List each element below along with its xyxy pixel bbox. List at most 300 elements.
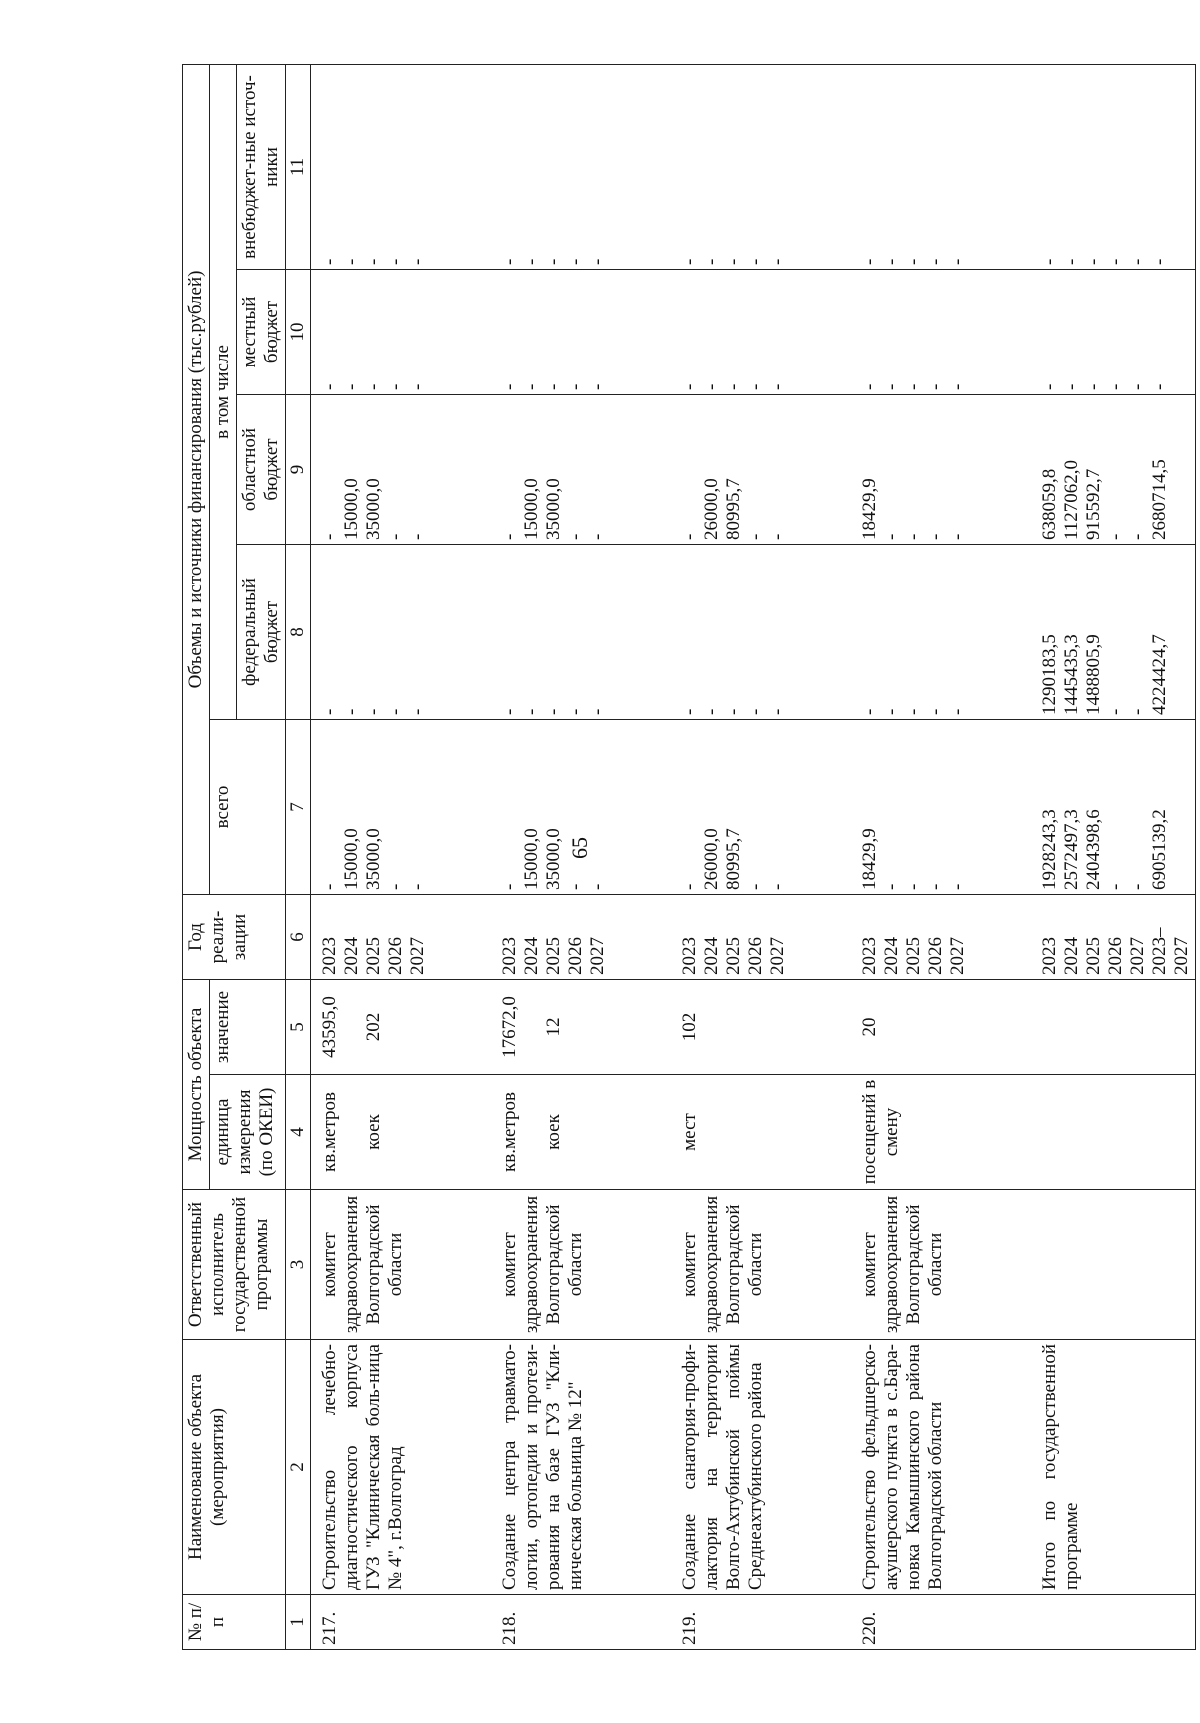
capacity-unit-text: посещений в смену bbox=[859, 1079, 902, 1185]
extra-amounts bbox=[497, 64, 611, 269]
summary-extra bbox=[1037, 64, 1196, 269]
spacer-cell bbox=[791, 1190, 857, 1340]
column-number: 7 bbox=[286, 720, 311, 895]
summary-label: Итого по государственной программе bbox=[1037, 1340, 1196, 1595]
table-row bbox=[677, 64, 791, 1649]
header-responsible: Ответственный исполнитель государственной программы bbox=[183, 1190, 286, 1340]
header-unit: единица измерения (по ОКЕИ) bbox=[210, 1075, 286, 1190]
column-number: 10 bbox=[286, 270, 311, 395]
capacity-unit-text: мест bbox=[679, 1113, 700, 1151]
summary-regional-value: - bbox=[1127, 533, 1148, 540]
year-list-value: 2027 bbox=[587, 937, 608, 975]
table-body bbox=[311, 64, 1196, 1649]
federal-amounts-value: - bbox=[925, 708, 946, 715]
regional-amounts-value: 80995,7 bbox=[723, 478, 744, 540]
extra-amounts-value: - bbox=[363, 258, 384, 265]
extra-amounts bbox=[677, 64, 791, 269]
extra-amounts-value: - bbox=[319, 258, 340, 265]
regional-amounts-value: - bbox=[679, 533, 700, 540]
header-year: Год реали-зации bbox=[183, 895, 286, 980]
summary-local-value: - bbox=[1105, 383, 1126, 390]
total-amounts bbox=[677, 720, 791, 895]
summary-local bbox=[1037, 270, 1196, 395]
local-amounts-value: - bbox=[881, 383, 902, 390]
regional-amounts bbox=[311, 395, 432, 545]
total-amounts-value: - bbox=[407, 883, 428, 890]
spacer-cell bbox=[611, 270, 677, 395]
extra-amounts-value: - bbox=[521, 258, 542, 265]
row-number: 219. bbox=[677, 1595, 791, 1650]
rotated-page bbox=[182, 65, 1192, 1650]
regional-amounts-value: 35000,0 bbox=[543, 478, 564, 540]
year-list-value: 2026 bbox=[925, 937, 946, 975]
summary-years bbox=[1037, 895, 1196, 980]
regional-amounts-value: - bbox=[947, 533, 968, 540]
regional-amounts-value: - bbox=[319, 533, 340, 540]
capacity-value bbox=[497, 980, 611, 1075]
year-list-value: 2023 bbox=[319, 937, 340, 975]
year-list bbox=[677, 895, 791, 980]
year-list-value: 2025 bbox=[903, 937, 924, 975]
spacer-cell bbox=[971, 980, 1037, 1075]
local-amounts-value: - bbox=[859, 383, 880, 390]
local-amounts-value: - bbox=[947, 383, 968, 390]
spacer-cell bbox=[431, 1340, 497, 1595]
total-amounts bbox=[857, 720, 971, 895]
local-amounts bbox=[857, 270, 971, 395]
summary-federal-value: - bbox=[1105, 708, 1126, 715]
column-number: 9 bbox=[286, 395, 311, 545]
total-amounts-value: - bbox=[565, 883, 586, 890]
spacer-cell bbox=[431, 1595, 497, 1650]
regional-amounts-value: - bbox=[925, 533, 946, 540]
spacer-cell bbox=[971, 395, 1037, 545]
federal-amounts-value: - bbox=[521, 708, 542, 715]
row-spacer bbox=[791, 64, 857, 1649]
total-amounts-value: 26000,0 bbox=[701, 828, 722, 890]
federal-amounts-value: - bbox=[363, 708, 384, 715]
spacer-cell bbox=[611, 1595, 677, 1650]
row-spacer bbox=[971, 64, 1037, 1649]
summary-years-value: 2025 bbox=[1083, 937, 1104, 975]
summary-local-value: - bbox=[1039, 383, 1060, 390]
summary-extra-value: - bbox=[1105, 258, 1126, 265]
column-number: 3 bbox=[286, 1190, 311, 1340]
summary-num bbox=[1037, 1595, 1196, 1650]
summary-years-value: 2024 bbox=[1061, 937, 1082, 975]
local-amounts-value: - bbox=[723, 383, 744, 390]
spacer-cell bbox=[431, 980, 497, 1075]
local-amounts-value: - bbox=[701, 383, 722, 390]
summary-total bbox=[1037, 720, 1196, 895]
summary-responsible bbox=[1037, 1190, 1196, 1340]
spacer-cell bbox=[431, 395, 497, 545]
spacer-cell bbox=[791, 1340, 857, 1595]
year-list-value: 2027 bbox=[407, 937, 428, 975]
extra-amounts-value: - bbox=[499, 258, 520, 265]
federal-amounts-value: - bbox=[903, 708, 924, 715]
total-amounts-value: 35000,0 bbox=[363, 828, 384, 890]
summary-regional-value: 1127062,0 bbox=[1061, 459, 1082, 540]
local-amounts-value: - bbox=[903, 383, 924, 390]
extra-amounts-value: - bbox=[679, 258, 700, 265]
summary-regional-value: 2680714,5 bbox=[1149, 459, 1170, 540]
total-amounts-value: - bbox=[745, 883, 766, 890]
year-list-value: 2024 bbox=[701, 937, 722, 975]
extra-amounts-value: - bbox=[881, 258, 902, 265]
spacer-cell bbox=[431, 270, 497, 395]
header-total: всего bbox=[210, 720, 286, 895]
summary-local-value: - bbox=[1149, 383, 1170, 390]
total-amounts-value: - bbox=[319, 883, 340, 890]
federal-amounts bbox=[311, 545, 432, 720]
total-amounts-value: - bbox=[881, 883, 902, 890]
total-amounts-value: 15000,0 bbox=[341, 828, 362, 890]
spacer-cell bbox=[611, 1075, 677, 1190]
capacity-unit bbox=[311, 1075, 432, 1190]
year-list-value: 2025 bbox=[543, 937, 564, 975]
summary-federal-value: 1445435,3 bbox=[1061, 634, 1082, 715]
header-extra: внебюджет-ные источ-ники bbox=[237, 64, 286, 269]
year-list-value: 2023 bbox=[679, 937, 700, 975]
object-name: Строительство лечебно-диагностического корпуса ГУЗ "Клиническая боль-ница № 4", г.Волгоград bbox=[311, 1340, 432, 1595]
spacer-cell bbox=[611, 980, 677, 1075]
total-amounts-value: - bbox=[925, 883, 946, 890]
local-amounts-value: - bbox=[543, 383, 564, 390]
federal-amounts-value: - bbox=[701, 708, 722, 715]
extra-amounts-value: - bbox=[723, 258, 744, 265]
summary-regional-value: - bbox=[1105, 533, 1126, 540]
total-amounts-value: - bbox=[903, 883, 924, 890]
spacer-cell bbox=[791, 720, 857, 895]
local-amounts-value: - bbox=[925, 383, 946, 390]
total-amounts-value: - bbox=[947, 883, 968, 890]
year-list-value: 2026 bbox=[385, 937, 406, 975]
spacer-cell bbox=[611, 395, 677, 545]
spacer-cell bbox=[431, 720, 497, 895]
capacity-value-text: 43595,0 bbox=[319, 996, 340, 1058]
summary-total-value: - bbox=[1105, 883, 1126, 890]
header-regional: областной бюджет bbox=[237, 395, 286, 545]
summary-years-value: 2023–2027 bbox=[1149, 927, 1192, 975]
federal-amounts bbox=[497, 545, 611, 720]
header-value: значение bbox=[210, 980, 286, 1075]
capacity-value-text: 12 bbox=[543, 1017, 564, 1037]
year-list-value: 2024 bbox=[341, 937, 362, 975]
regional-amounts-value: - bbox=[745, 533, 766, 540]
summary-regional-value: 638059,8 bbox=[1039, 468, 1060, 540]
summary-federal-value: 1290183,5 bbox=[1039, 634, 1060, 715]
spacer-cell bbox=[791, 270, 857, 395]
extra-amounts-value: - bbox=[925, 258, 946, 265]
capacity-value-text: 202 bbox=[363, 1012, 384, 1042]
header-num: № п/п bbox=[183, 1595, 286, 1650]
federal-amounts-value: - bbox=[881, 708, 902, 715]
spacer-cell bbox=[791, 1075, 857, 1190]
regional-amounts bbox=[857, 395, 971, 545]
extra-amounts-value: - bbox=[565, 258, 586, 265]
spacer-cell bbox=[431, 64, 497, 269]
total-amounts bbox=[311, 720, 432, 895]
local-amounts-value: - bbox=[587, 383, 608, 390]
column-number: 8 bbox=[286, 545, 311, 720]
spacer-cell bbox=[611, 1340, 677, 1595]
year-list-value: 2025 bbox=[363, 937, 384, 975]
summary-total-value: 2572497,3 bbox=[1061, 809, 1082, 890]
federal-amounts-value: - bbox=[679, 708, 700, 715]
summary-total-value: 1928243,3 bbox=[1039, 809, 1060, 890]
spacer-cell bbox=[611, 1190, 677, 1340]
total-amounts-value: - bbox=[679, 883, 700, 890]
federal-amounts-value: - bbox=[587, 708, 608, 715]
spacer-cell bbox=[791, 545, 857, 720]
year-list-value: 2027 bbox=[767, 937, 788, 975]
total-amounts bbox=[497, 720, 611, 895]
row-number: 218. bbox=[497, 1595, 611, 1650]
summary-federal-value: 1488805,9 bbox=[1083, 634, 1104, 715]
table-row bbox=[311, 64, 432, 1649]
page-number: 65 bbox=[567, 837, 592, 859]
capacity-value bbox=[677, 980, 791, 1075]
capacity-unit bbox=[677, 1075, 791, 1190]
capacity-value-text: 102 bbox=[679, 1012, 700, 1042]
spacer-cell bbox=[791, 895, 857, 980]
extra-amounts-value: - bbox=[587, 258, 608, 265]
regional-amounts-value: - bbox=[407, 533, 428, 540]
summary-regional bbox=[1037, 395, 1196, 545]
spacer-cell bbox=[791, 980, 857, 1075]
responsible-executor: комитет здравоохранения Волгоградской области bbox=[677, 1190, 791, 1340]
capacity-value bbox=[857, 980, 971, 1075]
summary-federal-value: - bbox=[1127, 708, 1148, 715]
federal-amounts-value: - bbox=[341, 708, 362, 715]
column-number: 11 bbox=[286, 64, 311, 269]
summary-regional-value: 915592,7 bbox=[1083, 468, 1104, 540]
row-number: 220. bbox=[857, 1595, 971, 1650]
financing-table bbox=[182, 64, 1196, 1650]
year-list-value: 2026 bbox=[565, 937, 586, 975]
regional-amounts-value: - bbox=[767, 533, 788, 540]
capacity-unit-text: коек bbox=[363, 1114, 384, 1150]
capacity-unit bbox=[497, 1075, 611, 1190]
extra-amounts-value: - bbox=[701, 258, 722, 265]
column-number: 5 bbox=[286, 980, 311, 1075]
spacer-cell bbox=[971, 1190, 1037, 1340]
capacity-value-text: 20 bbox=[859, 1017, 880, 1037]
column-number: 4 bbox=[286, 1075, 311, 1190]
spacer-cell bbox=[971, 720, 1037, 895]
spacer-cell bbox=[971, 895, 1037, 980]
regional-amounts-value: 35000,0 bbox=[363, 478, 384, 540]
extra-amounts-value: - bbox=[407, 258, 428, 265]
federal-amounts-value: - bbox=[543, 708, 564, 715]
total-amounts-value: - bbox=[767, 883, 788, 890]
total-amounts-value: 15000,0 bbox=[521, 828, 542, 890]
table-row bbox=[497, 64, 611, 1649]
spacer-cell bbox=[971, 1340, 1037, 1595]
spacer-cell bbox=[791, 1595, 857, 1650]
regional-amounts-value: - bbox=[385, 533, 406, 540]
local-amounts-value: - bbox=[407, 383, 428, 390]
responsible-executor: комитет здравоохранения Волгоградской области bbox=[857, 1190, 971, 1340]
spacer-cell bbox=[971, 270, 1037, 395]
spacer-cell bbox=[431, 545, 497, 720]
capacity-unit-text: кв.метров bbox=[499, 1092, 520, 1172]
capacity-value-text: 17672,0 bbox=[499, 996, 520, 1058]
spacer-cell bbox=[611, 720, 677, 895]
year-list-value: 2024 bbox=[521, 937, 542, 975]
extra-amounts-value: - bbox=[947, 258, 968, 265]
federal-amounts-value: - bbox=[319, 708, 340, 715]
local-amounts-value: - bbox=[319, 383, 340, 390]
summary-row bbox=[1037, 64, 1196, 1649]
regional-amounts bbox=[677, 395, 791, 545]
federal-amounts-value: - bbox=[385, 708, 406, 715]
spacer-cell bbox=[971, 545, 1037, 720]
regional-amounts bbox=[497, 395, 611, 545]
column-number: 1 bbox=[286, 1595, 311, 1650]
summary-federal bbox=[1037, 545, 1196, 720]
object-name: Строительство фельдшерско-акушерского пункта в с.Бара-новка Камышинского района Волгоградской области bbox=[857, 1340, 971, 1595]
local-amounts-value: - bbox=[679, 383, 700, 390]
regional-amounts-value: - bbox=[565, 533, 586, 540]
spacer-cell bbox=[971, 1075, 1037, 1190]
regional-amounts-value: 18429,9 bbox=[859, 478, 880, 540]
federal-amounts-value: - bbox=[407, 708, 428, 715]
extra-amounts-value: - bbox=[341, 258, 362, 265]
spacer-cell bbox=[971, 1595, 1037, 1650]
local-amounts-value: - bbox=[499, 383, 520, 390]
extra-amounts-value: - bbox=[543, 258, 564, 265]
local-amounts bbox=[311, 270, 432, 395]
summary-federal-value: 4224424,7 bbox=[1149, 634, 1170, 715]
regional-amounts-value: - bbox=[499, 533, 520, 540]
header-funding: Объемы и источники финансирования (тыс.рублей) bbox=[183, 64, 210, 894]
year-list-value: 2024 bbox=[881, 937, 902, 975]
capacity-unit bbox=[857, 1075, 971, 1190]
regional-amounts-value: - bbox=[903, 533, 924, 540]
extra-amounts-value: - bbox=[903, 258, 924, 265]
total-amounts-value: 80995,7 bbox=[723, 828, 744, 890]
spacer-cell bbox=[791, 64, 857, 269]
federal-amounts-value: - bbox=[859, 708, 880, 715]
summary-extra-value: - bbox=[1039, 258, 1060, 265]
extra-amounts bbox=[311, 64, 432, 269]
summary-local-value: - bbox=[1061, 383, 1082, 390]
total-amounts-value: 18429,9 bbox=[859, 828, 880, 890]
federal-amounts-value: - bbox=[499, 708, 520, 715]
total-amounts-value: - bbox=[385, 883, 406, 890]
row-spacer bbox=[611, 64, 677, 1649]
spacer-cell bbox=[431, 1190, 497, 1340]
spacer-cell bbox=[791, 395, 857, 545]
responsible-executor: комитет здравоохранения Волгоградской области bbox=[311, 1190, 432, 1340]
summary-total-value: - bbox=[1127, 883, 1148, 890]
summary-years-value: 2023 bbox=[1039, 937, 1060, 975]
spacer-cell bbox=[971, 64, 1037, 269]
regional-amounts-value: 15000,0 bbox=[521, 478, 542, 540]
federal-amounts bbox=[857, 545, 971, 720]
local-amounts-value: - bbox=[565, 383, 586, 390]
year-list bbox=[497, 895, 611, 980]
summary-years-value: 2027 bbox=[1127, 937, 1148, 975]
header-capacity: Мощность объекта bbox=[183, 980, 210, 1190]
year-list-value: 2027 bbox=[947, 937, 968, 975]
local-amounts bbox=[677, 270, 791, 395]
local-amounts bbox=[497, 270, 611, 395]
local-amounts-value: - bbox=[767, 383, 788, 390]
regional-amounts-value: - bbox=[881, 533, 902, 540]
extra-amounts-value: - bbox=[745, 258, 766, 265]
header-name: Наименование объекта (мероприятия) bbox=[183, 1340, 286, 1595]
year-list-value: 2025 bbox=[723, 937, 744, 975]
local-amounts-value: - bbox=[385, 383, 406, 390]
federal-amounts-value: - bbox=[767, 708, 788, 715]
responsible-executor: комитет здравоохранения Волгоградской области bbox=[497, 1190, 611, 1340]
summary-local-value: - bbox=[1127, 383, 1148, 390]
year-list bbox=[857, 895, 971, 980]
summary-total-value: 6905139,2 bbox=[1149, 809, 1170, 890]
summary-extra-value: - bbox=[1061, 258, 1082, 265]
local-amounts-value: - bbox=[363, 383, 384, 390]
federal-amounts-value: - bbox=[947, 708, 968, 715]
local-amounts-value: - bbox=[745, 383, 766, 390]
summary-local-value: - bbox=[1083, 383, 1104, 390]
spacer-cell bbox=[611, 895, 677, 980]
summary-total-value: 2404398,6 bbox=[1083, 809, 1104, 890]
year-list bbox=[311, 895, 432, 980]
summary-value bbox=[1037, 980, 1196, 1075]
object-name: Создание центра травмато-логии, ортопедии и протези-рования на базе ГУЗ "Кли-ническая больница № 12" bbox=[497, 1340, 611, 1595]
summary-extra-value: - bbox=[1149, 258, 1170, 265]
capacity-unit-text: кв.метров bbox=[319, 1092, 340, 1172]
object-name: Создание санатория-профи-лактория на территории Волго-Ахтубинской поймы Среднеахтубинского района bbox=[677, 1340, 791, 1595]
spacer-cell bbox=[431, 1075, 497, 1190]
local-amounts-value: - bbox=[521, 383, 542, 390]
local-amounts-value: - bbox=[341, 383, 362, 390]
regional-amounts-value: - bbox=[587, 533, 608, 540]
regional-amounts-value: 26000,0 bbox=[701, 478, 722, 540]
header-including: в том числе bbox=[210, 64, 237, 719]
column-number: 6 bbox=[286, 895, 311, 980]
summary-extra-value: - bbox=[1083, 258, 1104, 265]
column-number: 2 bbox=[286, 1340, 311, 1595]
total-amounts-value: 35000,0 bbox=[543, 828, 564, 890]
capacity-unit-text: коек bbox=[543, 1114, 564, 1150]
federal-amounts bbox=[677, 545, 791, 720]
capacity-value bbox=[311, 980, 432, 1075]
summary-unit bbox=[1037, 1075, 1196, 1190]
summary-years-value: 2026 bbox=[1105, 937, 1126, 975]
extra-amounts-value: - bbox=[767, 258, 788, 265]
column-numbers-row bbox=[286, 64, 311, 1649]
spacer-cell bbox=[611, 545, 677, 720]
year-list-value: 2026 bbox=[745, 937, 766, 975]
total-amounts-value: - bbox=[587, 883, 608, 890]
spacer-cell bbox=[611, 64, 677, 269]
extra-amounts-value: - bbox=[859, 258, 880, 265]
spacer-cell bbox=[431, 895, 497, 980]
extra-amounts bbox=[857, 64, 971, 269]
table-row bbox=[857, 64, 971, 1649]
year-list-value: 2023 bbox=[859, 937, 880, 975]
regional-amounts-value: 15000,0 bbox=[341, 478, 362, 540]
header-federal: федеральный бюджет bbox=[237, 545, 286, 720]
header-local: местный бюджет bbox=[237, 270, 286, 395]
row-number: 217. bbox=[311, 1595, 432, 1650]
federal-amounts-value: - bbox=[745, 708, 766, 715]
federal-amounts-value: - bbox=[565, 708, 586, 715]
